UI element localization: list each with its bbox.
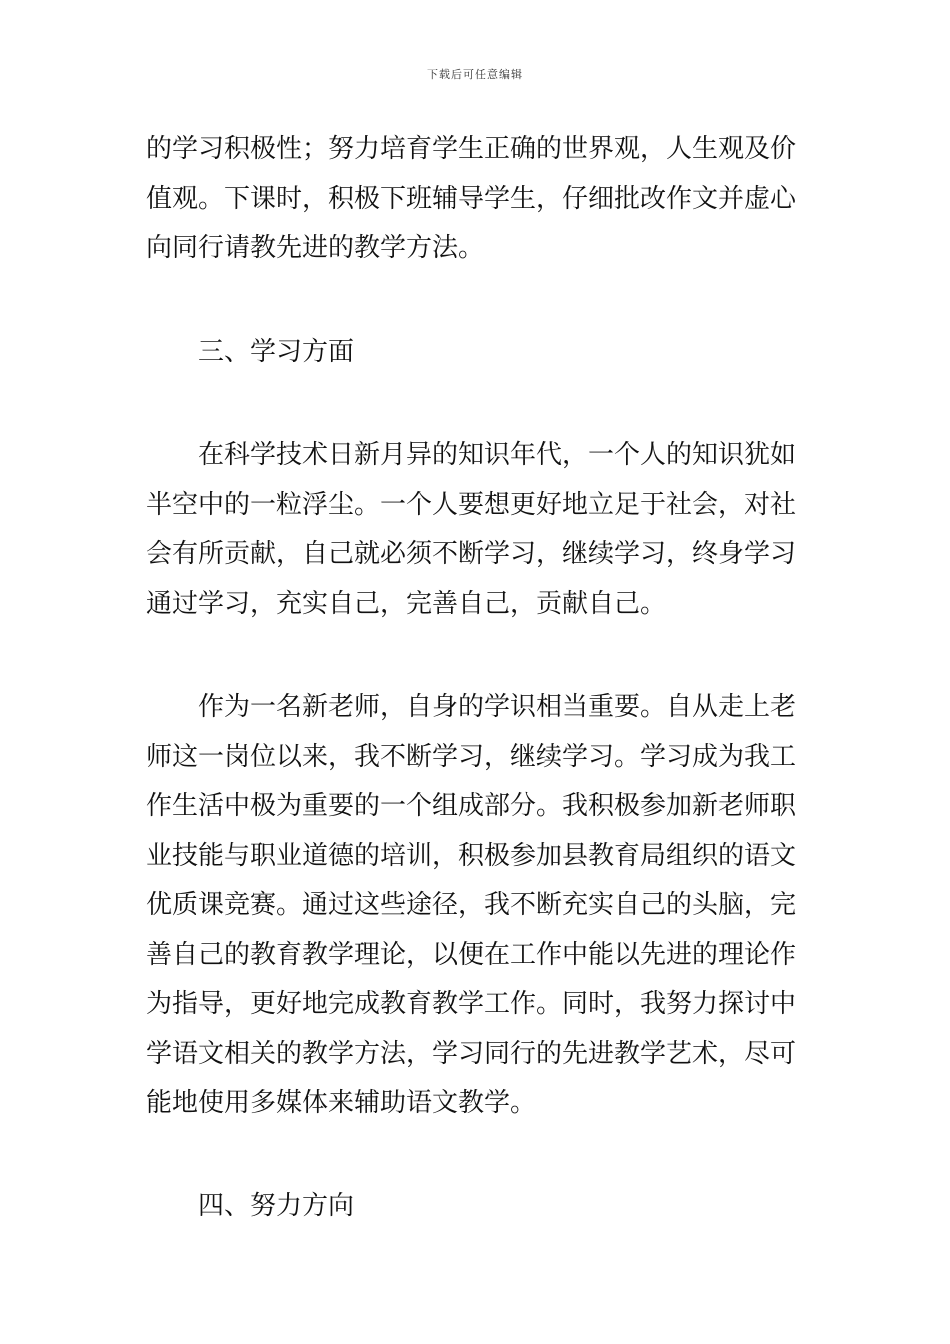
text-line: 学语文相关的教学方法，学习同行的先进教学艺术，尽可 bbox=[146, 1038, 797, 1069]
text-line: 通过学习，充实自己，完善自己，贡献自己。 bbox=[146, 588, 667, 619]
paragraph-spacer bbox=[146, 274, 812, 328]
text-line: 作为一名新老师，自身的学识相当重要。自从走上老 bbox=[198, 692, 797, 722]
paragraph-new-teacher bbox=[146, 683, 812, 1129]
text-line: 值观。下课时，积极下班辅导学生，仔细批改作文并虚心 bbox=[146, 183, 797, 214]
text-line: 在科学技术日新月异的知识年代，一个人的知识犹如 bbox=[198, 440, 797, 470]
section-heading-direction bbox=[146, 1182, 812, 1232]
text-line: 半空中的一粒浮尘。一个人要想更好地立足于社会，对社 bbox=[146, 489, 797, 520]
paragraph-continued bbox=[146, 125, 812, 274]
document-body bbox=[146, 125, 812, 1231]
paragraph-spacer bbox=[146, 377, 812, 431]
paragraph-knowledge-era bbox=[146, 431, 812, 629]
text-line: 为指导，更好地完成教育教学工作。同时，我努力探讨中 bbox=[146, 989, 797, 1019]
text-line: 师这一岗位以来，我不断学习，继续学习。学习成为我工 bbox=[146, 741, 797, 772]
paragraph-spacer bbox=[146, 1129, 812, 1182]
text-line: 向同行请教先进的教学方法。 bbox=[146, 233, 485, 263]
text-line: 业技能与职业道德的培训，积极参加县教育局组织的语文 bbox=[146, 840, 797, 871]
text-line: 善自己的教育教学理论，以便在工作中能以先进的理论作 bbox=[146, 939, 797, 970]
page-header: 下载后可任意编辑 bbox=[427, 68, 523, 81]
text-line: 优质课竞赛。通过这些途径，我不断充实自己的头脑，完 bbox=[146, 890, 797, 920]
text-line: 会有所贡献，自己就必须不断学习，继续学习，终身学习 bbox=[146, 539, 797, 569]
text-line: 能地使用多媒体来辅助语文教学。 bbox=[146, 1088, 537, 1118]
section-heading: 三、学习方面 bbox=[198, 336, 355, 367]
text-line: 作生活中极为重要的一个组成部分。我积极参加新老师职 bbox=[146, 791, 797, 821]
text-line: 的学习积极性；努力培育学生正确的世界观，人生观及价 bbox=[146, 134, 797, 164]
paragraph-spacer bbox=[146, 629, 812, 683]
section-heading: 四、努力方向 bbox=[198, 1190, 355, 1221]
section-heading-study bbox=[146, 328, 812, 378]
